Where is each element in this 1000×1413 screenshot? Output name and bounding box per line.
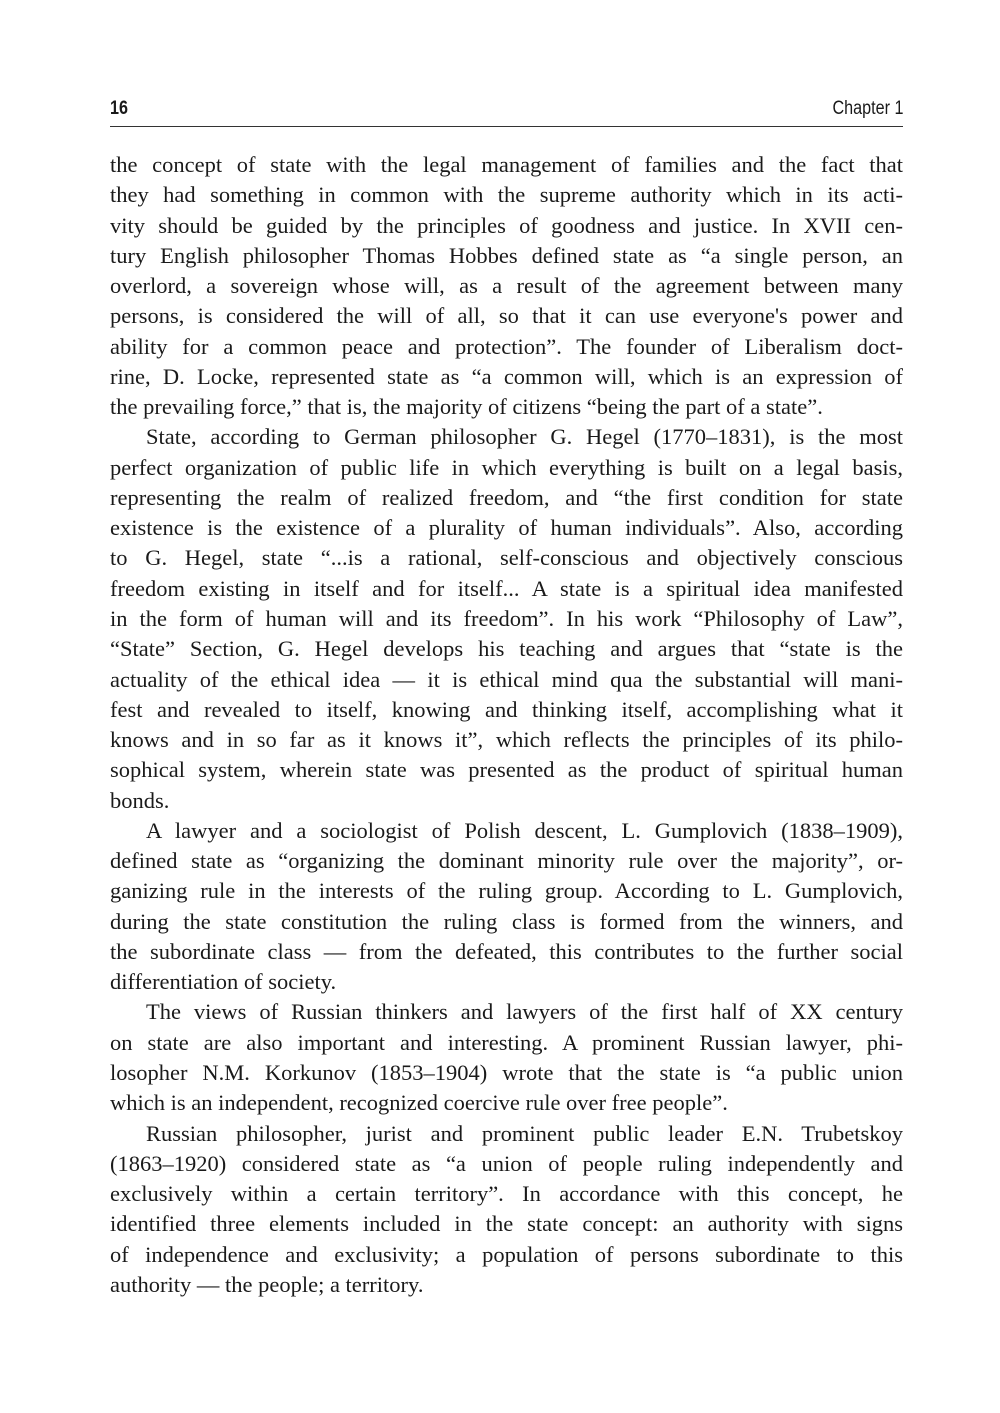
text-line: defined state as “organizing the dominant minority rule over the majority”, or- bbox=[110, 848, 903, 874]
page-number: 16 bbox=[110, 98, 128, 119]
text-line: persons, is considered the will of all, so that it can use everyone's power and bbox=[110, 303, 903, 329]
paragraph bbox=[110, 1119, 903, 1301]
text-line: overlord, a sovereign whose will, as a result of the agreement between many bbox=[110, 273, 903, 299]
running-header bbox=[110, 98, 903, 127]
text-line: of independence and exclusivity; a population of persons subordinate to this bbox=[110, 1241, 903, 1267]
text-line: The views of Russian thinkers and lawyers of the first half of XX century bbox=[146, 999, 903, 1025]
text-line: actuality of the ethical idea — it is ethical mind qua the substantial will mani- bbox=[110, 666, 903, 692]
text-line: the prevailing force,” that is, the majority of citizens “being the part of a state”. bbox=[110, 394, 823, 420]
text-line: perfect organization of public life in which everything is built on a legal basis, bbox=[110, 454, 903, 480]
paragraph bbox=[110, 816, 903, 998]
paragraph bbox=[110, 422, 903, 815]
text-line: identified three elements included in the state concept: an authority with signs bbox=[110, 1211, 903, 1237]
text-line: vity should be guided by the principles of goodness and justice. In XVII cen- bbox=[110, 212, 903, 238]
text-line: on state are also important and interesting. A prominent Russian lawyer, phi- bbox=[110, 1029, 903, 1055]
text-line: ability for a common peace and protection”. The founder of Liberalism doct- bbox=[110, 333, 903, 359]
text-line: sophical system, wherein state was presented as the product of spiritual human bbox=[110, 757, 903, 783]
text-line: to G. Hegel, state “...is a rational, self-conscious and objectively conscious bbox=[110, 545, 903, 571]
text-line: differentiation of society. bbox=[110, 969, 337, 995]
text-line: A lawyer and a sociologist of Polish descent, L. Gumplovich (1838–1909), bbox=[146, 817, 903, 843]
text-line: knows and in so far as it knows it”, which reflects the principles of its philo- bbox=[110, 727, 903, 753]
chapter-title: Chapter 1 bbox=[832, 98, 903, 119]
text-line: “State” Section, G. Hegel develops his teaching and argues that “state is the bbox=[110, 636, 903, 662]
text-line: rine, D. Locke, represented state as “a common will, which is an expression of bbox=[110, 363, 903, 389]
text-line: freedom existing in itself and for itself... A state is a spiritual idea manifested bbox=[110, 575, 903, 601]
text-line: fest and revealed to itself, knowing and thinking itself, accomplishing what it bbox=[110, 696, 903, 722]
text-line: tury English philosopher Thomas Hobbes defined state as “a single person, an bbox=[110, 242, 903, 268]
text-line: during the state constitution the ruling class is formed from the winners, and bbox=[110, 908, 903, 934]
text-line: in the form of human will and its freedom”. In his work “Philosophy of Law”, bbox=[110, 605, 903, 631]
body-text bbox=[110, 150, 903, 1300]
text-line: which is an independent, recognized coercive rule over free people”. bbox=[110, 1090, 728, 1116]
text-line: authority — the people; a territory. bbox=[110, 1271, 424, 1297]
text-line: the concept of state with the legal management of families and the fact that bbox=[110, 152, 903, 177]
text-line: ganizing rule in the interests of the ruling group. According to L. Gumplovich, bbox=[110, 878, 903, 904]
paragraph bbox=[110, 150, 903, 422]
text-line: State, according to German philosopher G. Hegel (1770–1831), is the most bbox=[146, 424, 903, 450]
text-line: existence is the existence of a plurality of human individuals”. Also, according bbox=[110, 515, 903, 541]
text-line: the subordinate class — from the defeated, this contributes to the further social bbox=[110, 938, 903, 964]
text-line: Russian philosopher, jurist and prominent public leader E.N. Trubetskoy bbox=[146, 1120, 903, 1146]
text-line: bonds. bbox=[110, 787, 170, 813]
text-line: they had something in common with the supreme authority which in its acti- bbox=[110, 182, 903, 208]
text-line: exclusively within a certain territory”. In accordance with this concept, he bbox=[110, 1181, 903, 1207]
text-line: (1863–1920) considered state as “a union of people ruling independently and bbox=[110, 1150, 903, 1176]
paragraph bbox=[110, 997, 903, 1118]
text-line: losopher N.M. Korkunov (1853–1904) wrote that the state is “a public union bbox=[110, 1059, 903, 1085]
text-line: representing the realm of realized freedom, and “the first condition for state bbox=[110, 484, 903, 510]
